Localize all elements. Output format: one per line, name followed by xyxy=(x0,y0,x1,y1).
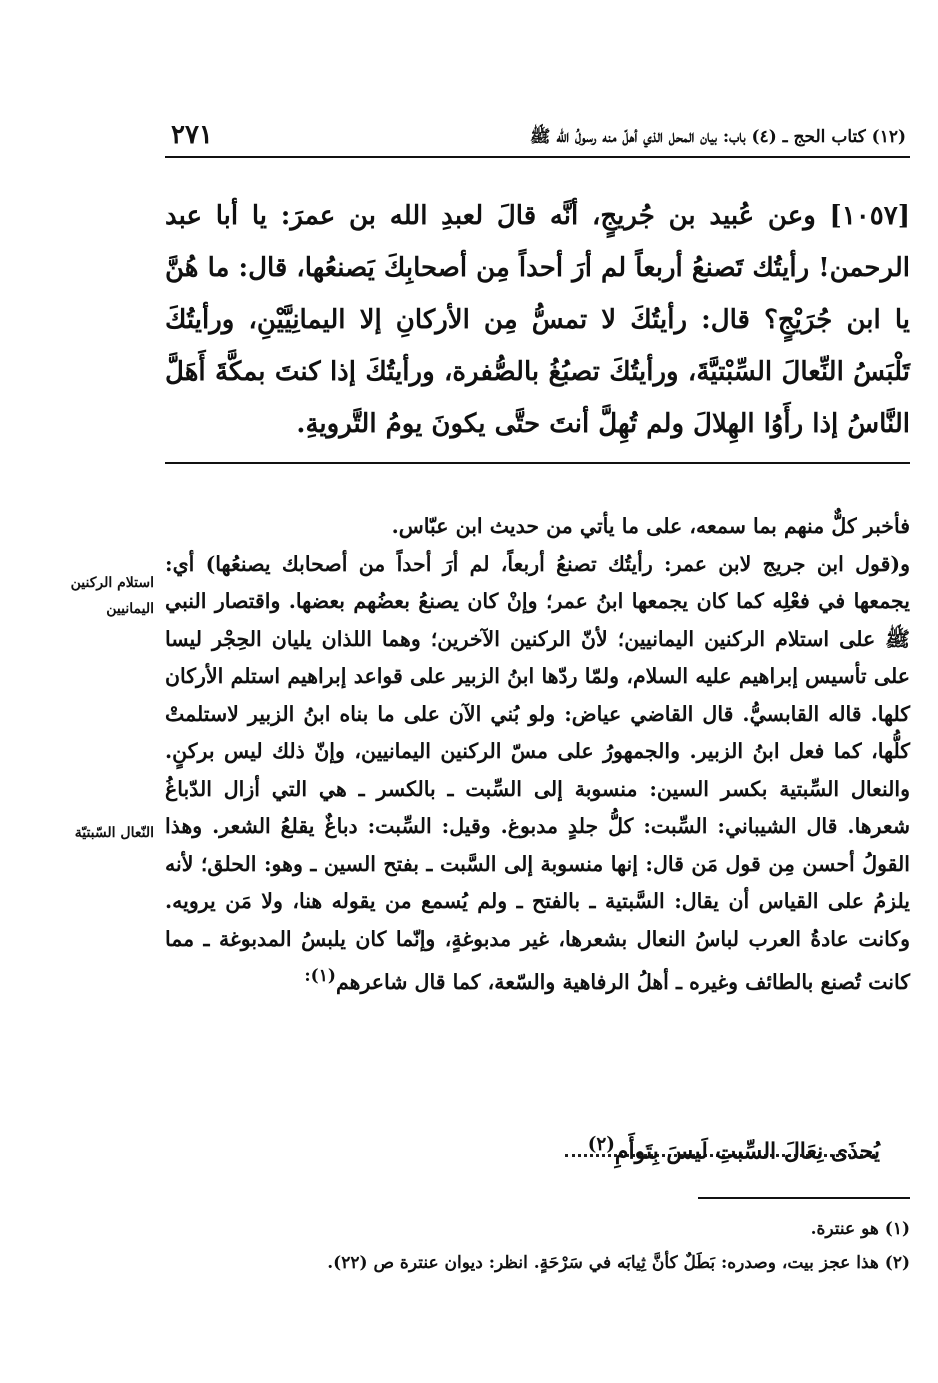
commentary-paragraph-1: فأخبر كلٌّ منهم بما سمعه، على ما يأتي من حديث ابن عبّاس. xyxy=(391,514,910,538)
page-header xyxy=(165,118,910,158)
hadith-text: [١٠٥٧] وعن عُبيد بن جُريجٍ، أنَّه قالَ لعبدِ الله بن عمرَ: يا أبا عبد الرحمن! رأيتُك تَصنعُ أربعاً لم أرَ أحداً مِن أصحابِكَ يَصنعُها، قال: ما هُنَّ يا ابن جُرَيْجٍ؟ قال: رأيتُكَ لا تمسُّ مِن الأركانِ إلا اليمانِيَّيْنِ، ورأيتُكَ تَلْبَسُ النِّعالَ السِّبْتيَّةَ، ورأيتُكَ تصبُغُ بالصُّفرة، ورأيتُكَ إذا كنتَ بمكَّةَ أَهَلَّ النَّاسُ إذا رأَوُا الهِلالَ ولم تُهِلَّ أنتَ حتَّى يكونَ يومُ التَّرويةِ. xyxy=(165,201,910,439)
footnote-ref-1: (١): xyxy=(304,966,336,986)
commentary xyxy=(165,508,910,1001)
header-rule xyxy=(165,156,910,158)
poetry-verse xyxy=(560,1134,880,1164)
footnote-rule xyxy=(698,1197,910,1199)
footnote-1: (١) هو عنترة. xyxy=(810,1219,910,1239)
margin-note-two-yemeni-corners: استلام الركنين اليمانيين xyxy=(70,575,154,617)
footnotes xyxy=(165,1212,910,1280)
footnote-ref-2: (٢) xyxy=(587,1134,615,1155)
section-divider xyxy=(165,462,910,464)
verse-text: يُحذَى نِعَالَ السِّبتِ لَيسَ بِتَوأَمِ xyxy=(614,1138,880,1165)
running-head: (١٢) كتاب الحج ـ (٤) باب: بيان المحل الذي أهلّ منه رسولُ الله ﷺ xyxy=(529,127,906,147)
margin-note-sibtiyya-sandals: النّعال السّبتيّة xyxy=(74,825,154,841)
commentary-paragraph-2 xyxy=(165,546,910,1002)
footnote-2: (٢) هذا عجز بيت، وصدره: بَطَلٌ كأنَّ ثِيابَه في سَرْحَةٍ. انظر: ديوان عنترة ص (٢٢). xyxy=(327,1253,910,1273)
page-number: ٢٧١ xyxy=(171,120,213,150)
commentary-paragraph-2-text: و(قول ابن جريج لابن عمر: رأيتُك تصنعُ أربعاً، لم أرَ أحداً من أصحابك يصنعُها) أي: يجمعها في فعْلِه كما كان يجمعها ابنُ عمر؛ وإنْ كان يصنعُ بعضُهم بعضها. واقتصار النبي ﷺ على استلام الركنين اليمانيين؛ لأنّ الركنين الآخرين؛ وهما اللذان يليان الحِجْر ليسا على تأسيس إبراهيم عليه السلام، ولمّا ردّها ابنُ الزبير على قواعد إبراهيم استلم الأركان كلها. قاله القابسيُّ. قال القاضي عياض: ولو بُني الآن على ما بناه ابنُ الزبير لاستلمتْ كلُّها، كما فعل ابنُ الزبير. والجمهورُ على مسّ الركنين اليمانيين، وإنّ ذلك ليس بركنٍ. والنعال السِّبتية بكسر السين: منسوبة إلى السِّبت ـ بالكسر ـ هي التي أزال الدّباغُ شعرها. قال الشيباني: السِّبت: كلُّ جلدٍ مدبوغ. وقيل: السِّبت: دباغٌ يقلعُ الشعر. وهذا القولُ أحسن مِن قول مَن قال: إنها منسوبة إلى السَّبت ـ بفتح السين ـ وهو: الحلق؛ لأنه يلزمُ على القياس أن يقال: السَّبتية ـ بالفتح ـ ولم يُسمع من يقوله هنا، ولا مَن يرويه. وكانت عادةُ العرب لباسُ النعال بشعرها، غير مدبوغةٍ، وإنّما كان يلبسُ المدبوغة ـ مما كانت تُصنع بالطائف وغيره ـ أهلُ الرفاهية والسّعة، كما قال شاعرهم xyxy=(165,551,910,994)
